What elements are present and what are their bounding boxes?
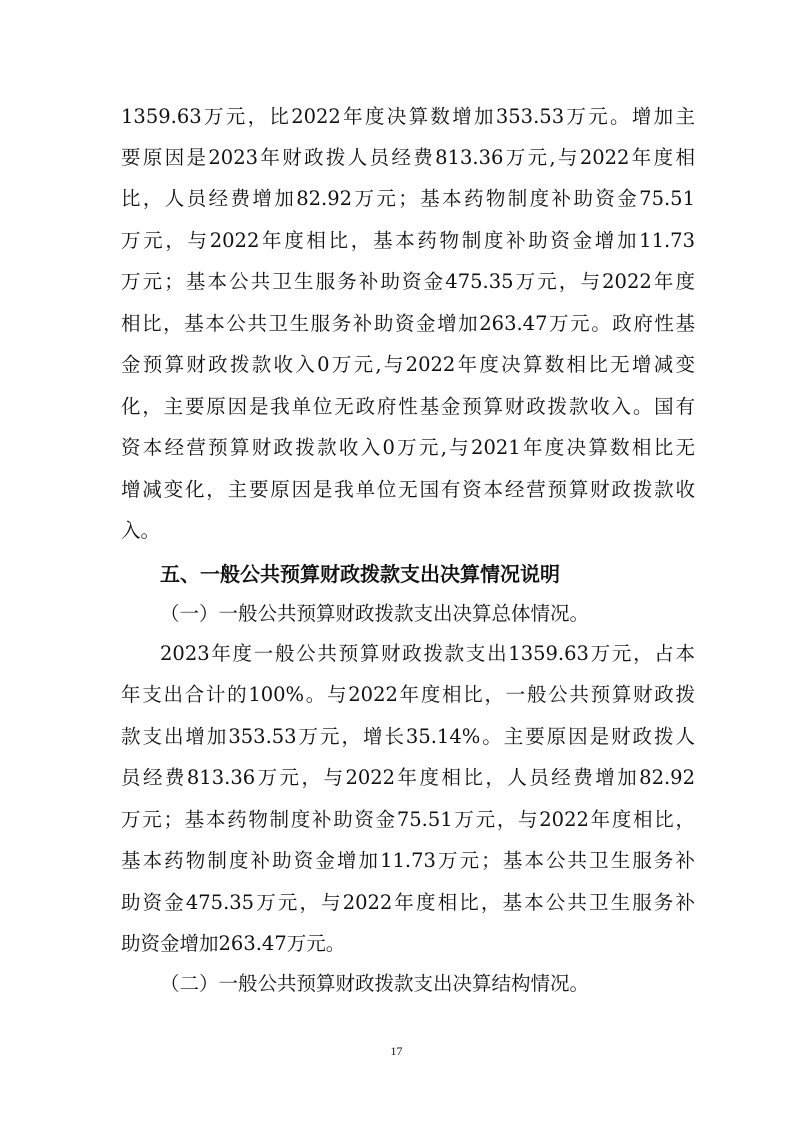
text-line: 万元；基本公共卫生服务补助资金475.35万元，与2022年度 [121, 270, 695, 293]
text-line: 万元，与2022年度相比，基本药物制度补助资金增加11.73 [121, 229, 695, 252]
text-line: 资本经营预算财政拨款收入0万元,与2021年度决算数相比无 [121, 436, 695, 459]
text-line: 万元；基本药物制度补助资金75.51万元，与2022年度相比， [121, 808, 695, 831]
text-line: 1359.63万元，比2022年度决算数增加353.53万元。增加主 [121, 105, 695, 128]
text-line: 款支出增加353.53万元，增长35.14%。主要原因是财政拨人 [121, 725, 695, 748]
text-line: 相比，基本公共卫生服务补助资金增加263.47万元。政府性基 [121, 312, 695, 335]
text-line: 化，主要原因是我单位无政府性基金预算财政拨款收入。国有 [121, 395, 695, 418]
text-line: 要原因是2023年财政拨人员经费813.36万元,与2022年度相 [121, 146, 695, 169]
text-line: 基本药物制度补助资金增加11.73万元；基本公共卫生服务补 [121, 849, 695, 872]
section-heading: 五、一般公共预算财政拨款支出决算情况说明 [160, 562, 560, 586]
text-line: 增减变化，主要原因是我单位无国有资本经营预算财政拨款收 [121, 478, 695, 501]
text-line: 年支出合计的100%。与2022年度相比，一般公共预算财政拨 [121, 683, 695, 706]
text-line: 2023年度一般公共预算财政拨款支出1359.63万元，占本 [160, 642, 695, 665]
subheading-overall: （一）一般公共预算财政拨款支出决算总体情况。 [160, 602, 590, 625]
text-line: 入。 [121, 519, 161, 542]
page-number: 17 [390, 1044, 403, 1058]
text-line: 比，人员经费增加82.92万元；基本药物制度补助资金75.51 [121, 187, 695, 210]
text-line: 员经费813.36万元，与2022年度相比，人员经费增加82.92 [121, 766, 695, 789]
text-line: 助资金增加263.47万元。 [121, 932, 346, 955]
subheading-structure: （二）一般公共预算财政拨款支出决算结构情况。 [160, 972, 590, 995]
text-line: 金预算财政拨款收入0万元,与2022年度决算数相比无增减变 [121, 353, 695, 376]
text-line: 助资金475.35万元，与2022年度相比，基本公共卫生服务补 [121, 891, 695, 914]
